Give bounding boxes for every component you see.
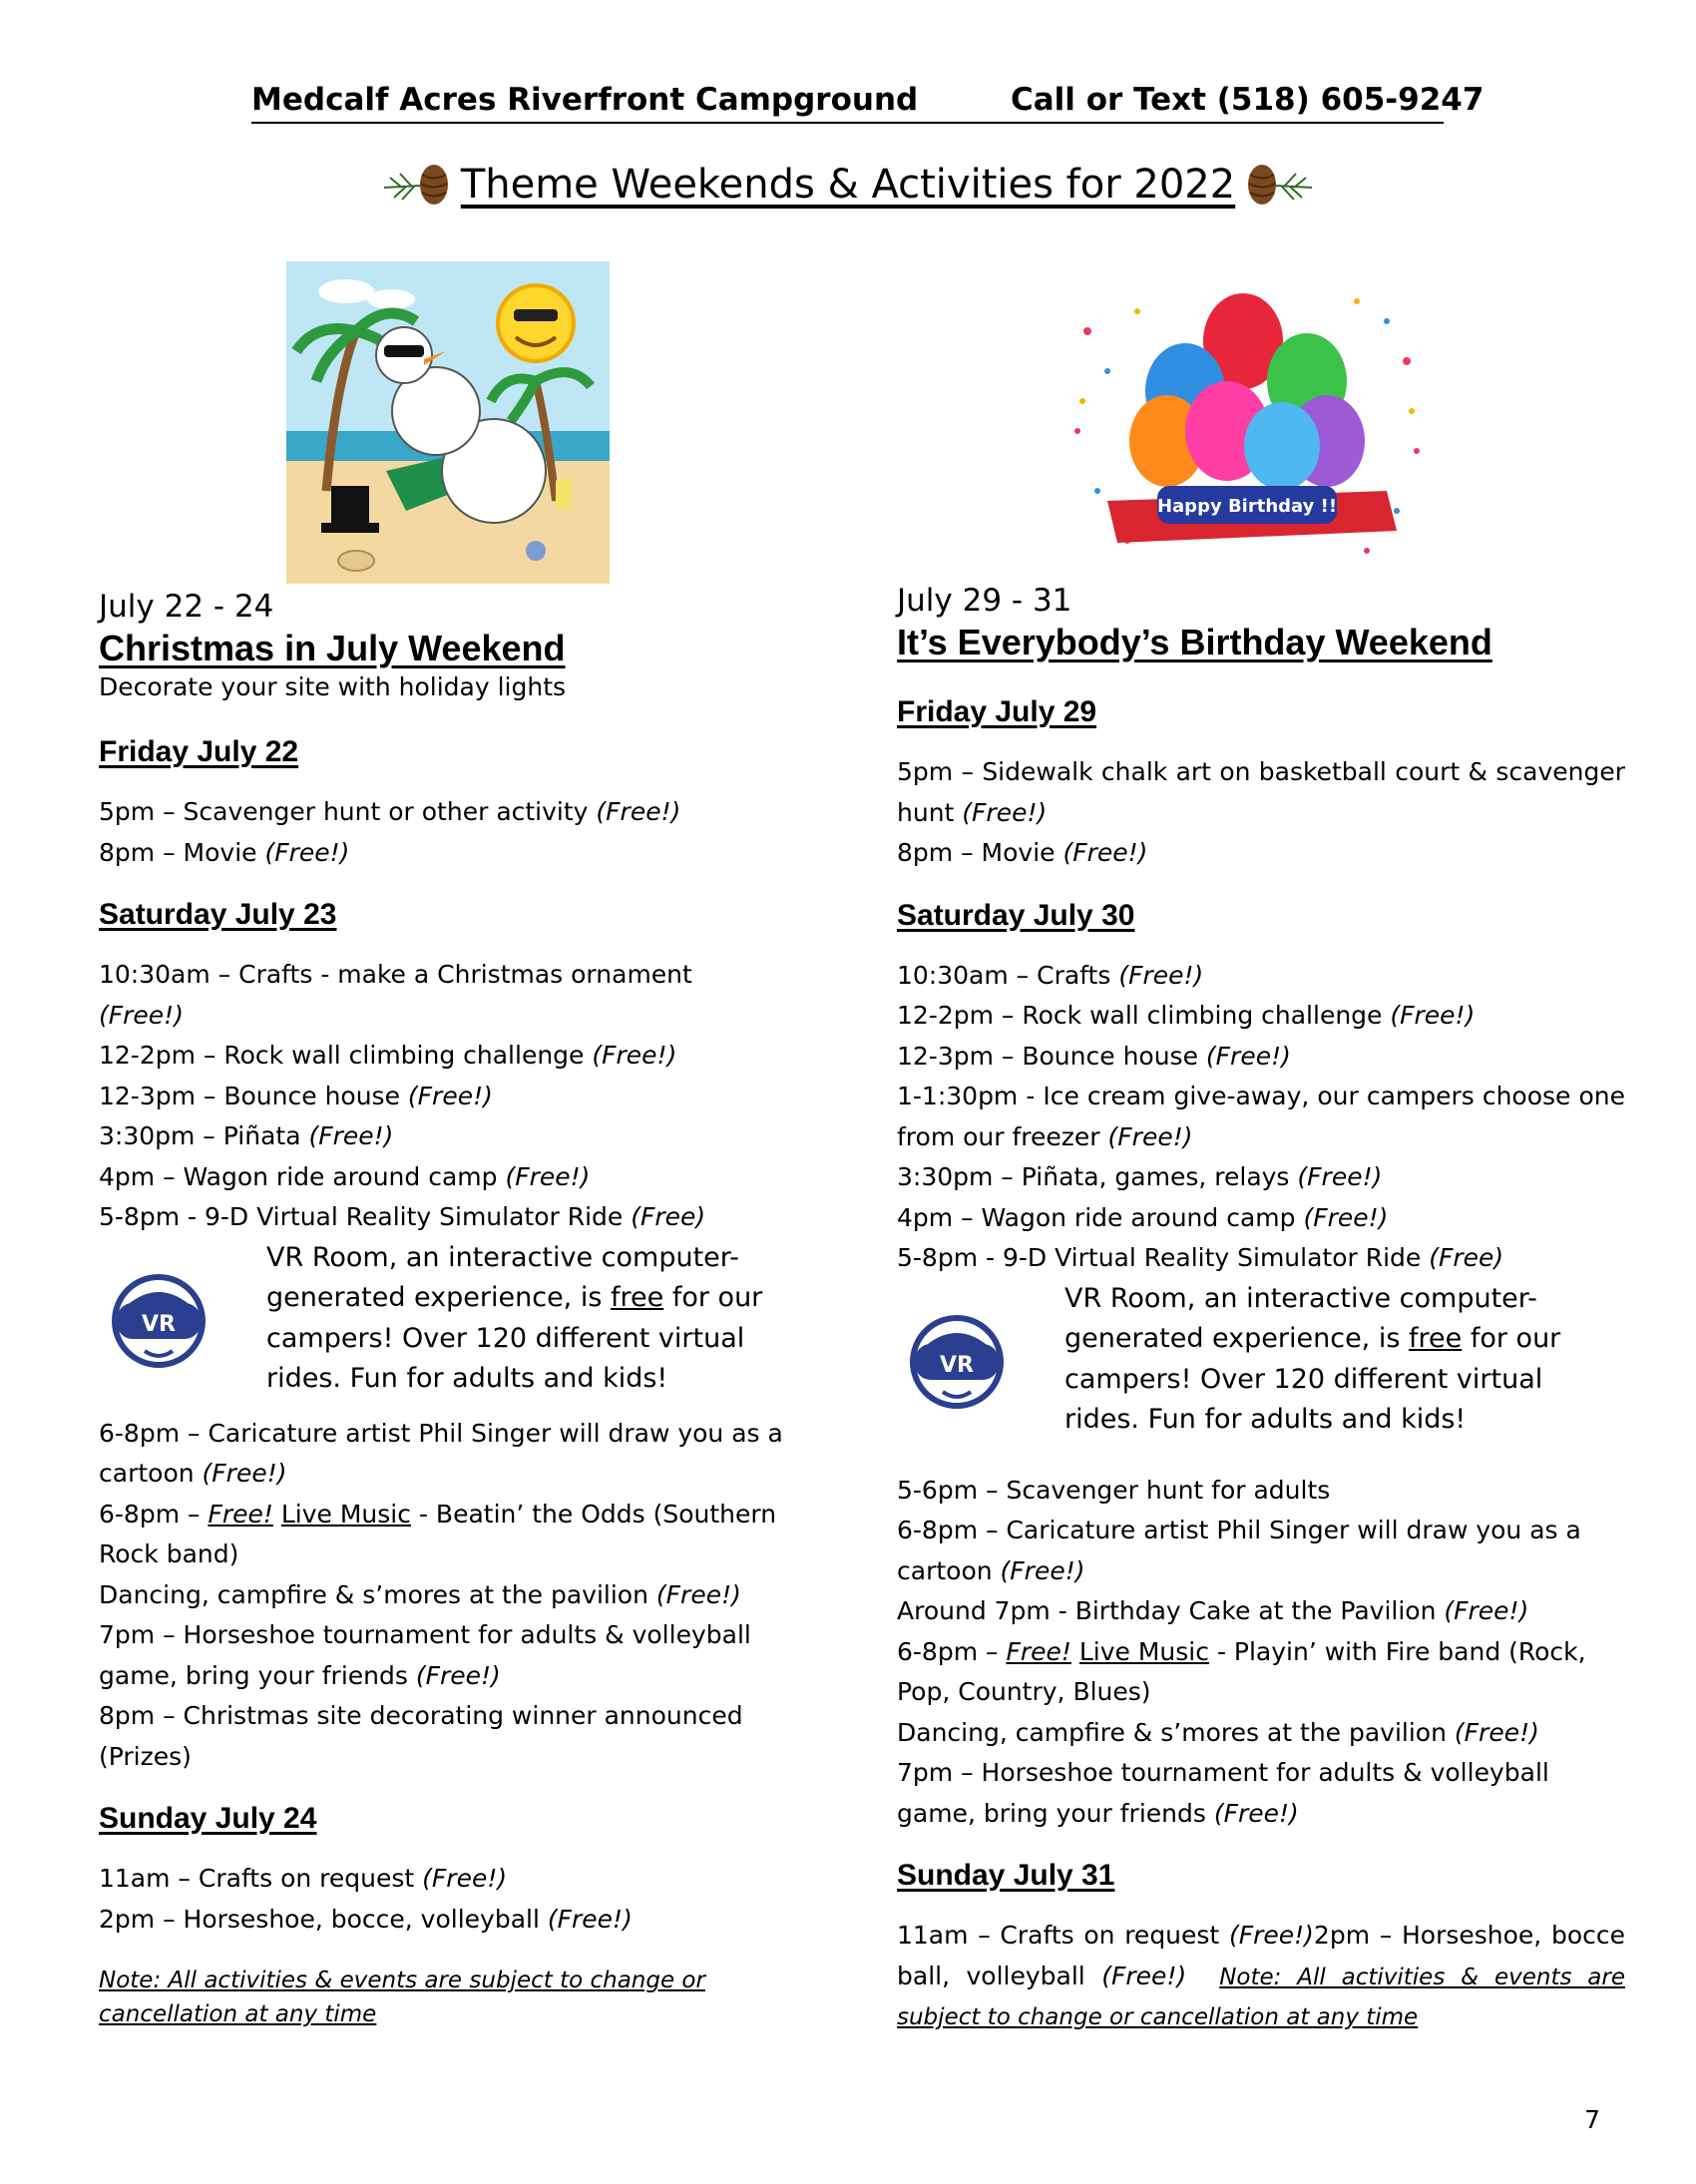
event-item: 12-3pm – Bounce house (Free!) [897,1041,1291,1071]
event-item: 12-3pm – Bounce house (Free!) [99,1081,493,1110]
event-item: 6-8pm – Caricature artist Phil Singer will draw you as a cartoon (Free!) [99,1418,783,1488]
event-item: 5-8pm - 9-D Virtual Reality Simulator Ride (Free) [897,1243,1504,1272]
contact-phone: Call or Text (518) 605-9247 [1011,82,1484,118]
campground-name: Medcalf Acres Riverfront Campground [251,82,919,118]
vr-headset-icon [99,1259,218,1379]
live-music-item: 6-8pm – Free! Live Music - Beatin’ the Odds (Southern Rock band) [99,1499,777,1568]
event-item: 8pm – Movie (Free!) [897,838,1148,867]
event-item: Dancing, campfire & s’mores at the pavilion (Free!) [897,1717,1539,1747]
event-item: 3:30pm – Piñata (Free!) [99,1121,394,1150]
weekend-subtitle: Decorate your site with holiday lights [99,672,567,701]
vr-description: VR Room, an interactive computer-generated experience, is free for our campers! Over 120 different virtual rides. Fun for adults and kids! [266,1241,763,1394]
vr-description: VR Room, an interactive computer-generated experience, is free for our campers! Over 120 different virtual rides. Fun for adults and kids! [1064,1282,1561,1435]
day-heading: Sunday July 24 [99,1802,317,1835]
event-item: 8pm – Christmas site decorating winner announced (Prizes) [99,1701,743,1771]
day-heading: Saturday July 30 [897,898,1135,932]
event-item: 5pm – Sidewalk chalk art on basketball court & scavenger hunt (Free!) [897,757,1625,827]
event-item: 4pm – Wagon ride around camp (Free!) [897,1202,1389,1232]
event-item: 10:30am – Crafts - make a Christmas ornament (Free!) [99,960,692,1030]
event-item: 6-8pm – Caricature artist Phil Singer will draw you as a cartoon (Free!) [897,1516,1581,1585]
event-item: 4pm – Wagon ride around camp (Free!) [99,1161,591,1191]
event-item: 1-1:30pm - Ice cream give-away, our campers choose one from our freezer (Free!) [897,1082,1625,1151]
vr-headset-icon [897,1300,1017,1420]
live-music-item: 6-8pm – Free! Live Music - Playin’ with Fire band (Rock, Pop, Country, Blues) [897,1636,1586,1706]
day-heading: Friday July 29 [897,695,1097,728]
event-item: 8pm – Movie (Free!) [99,837,350,867]
svg-text:VR: VR [940,1352,974,1378]
event-item: 3:30pm – Piñata, games, relays (Free!) [897,1162,1383,1191]
disclaimer-note: Note: All activities & events are subject to change or cancellation at any time [897,1964,1625,2030]
day-heading: Sunday July 31 [897,1859,1115,1892]
snowman-beach-image [286,261,610,584]
left-column [99,587,827,2031]
event-item: 12-2pm – Rock wall climbing challenge (Free!) [897,1001,1476,1030]
event-item: 5-8pm - 9-D Virtual Reality Simulator Ride (Free) [99,1202,706,1231]
event-item: Around 7pm - Birthday Cake at the Pavilion (Free!) [897,1596,1529,1625]
day-heading: Friday July 22 [99,735,299,768]
event-item: 5pm – Scavenger hunt or other activity (Free!) [99,797,681,826]
birthday-balloons-image [1067,281,1427,571]
svg-text:VR: VR [142,1311,176,1337]
event-item: 7pm – Horseshoe tournament for adults & volleyball game, bring your friends (Free!) [99,1620,751,1690]
header-underline [251,122,1444,124]
banner-text: Happy Birthday !! [1156,496,1338,517]
event-item: 11am – Crafts on request (Free!)2pm – Horseshoe, bocce ball, volleyball (Free!) Note: All activities & events are subject to change or cancellation at any time [897,1921,1625,2030]
event-item: 12-2pm – Rock wall climbing challenge (Free!) [99,1041,677,1070]
pinecone-icon [1240,160,1314,210]
page-title: Theme Weekends & Activities for 2022 [460,162,1236,208]
weekend-title: Christmas in July Weekend [99,628,566,668]
right-column [897,581,1625,2037]
event-item: 11am – Crafts on request (Free!) [99,1864,508,1893]
disclaimer-note: Note: All activities & events are subject to change or cancellation at any time [99,1967,705,2027]
event-item: Dancing, campfire & s’mores at the pavilion (Free!) [99,1579,741,1609]
title-row [0,160,1696,210]
event-item: 7pm – Horseshoe tournament for adults & volleyball game, bring your friends (Free!) [897,1758,1549,1828]
event-item: 10:30am – Crafts (Free!) [897,960,1204,990]
weekend-dates: July 22 - 24 [99,589,274,625]
pinecone-icon [382,160,456,210]
day-heading: Saturday July 23 [99,898,337,931]
event-item: 5-6pm – Scavenger hunt for adults [897,1475,1331,1505]
event-item: 2pm – Horseshoe, bocce, volleyball (Free!) [99,1904,633,1934]
page-number: 7 [1584,2105,1600,2134]
weekend-dates: July 29 - 31 [897,583,1072,619]
weekend-title: It’s Everybody’s Birthday Weekend [897,622,1492,662]
vr-info [99,1238,827,1400]
vr-info [897,1279,1625,1441]
